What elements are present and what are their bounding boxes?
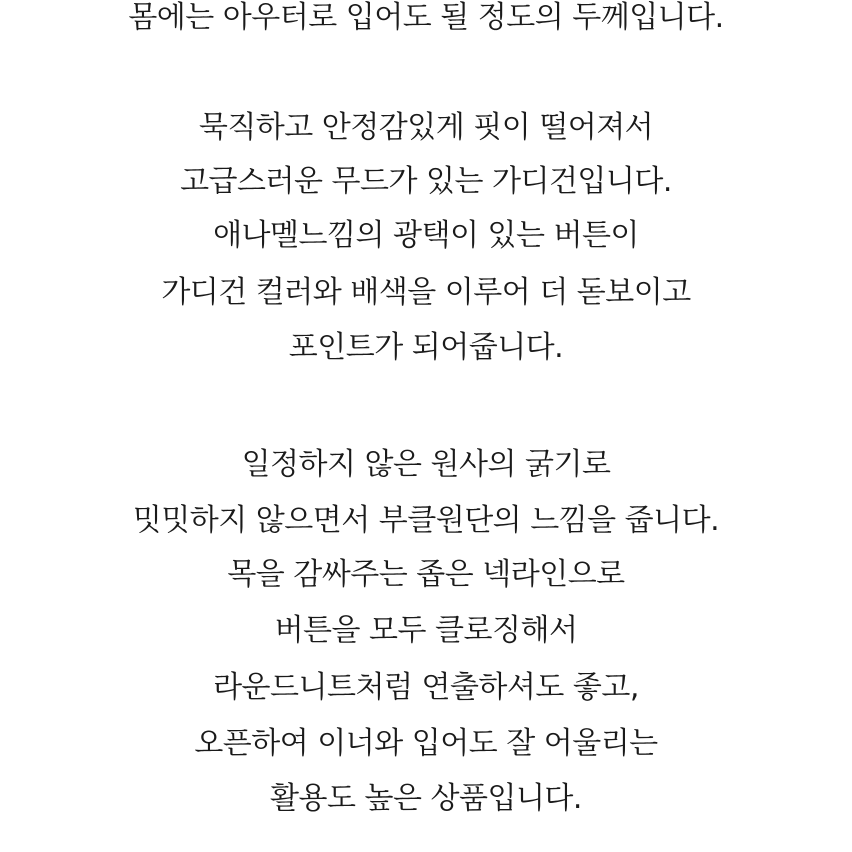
description-line: 포인트가 되어줍니다. [288, 330, 564, 365]
description-line: 밋밋하지 않으면서 부클원단의 느낌을 줍니다. [132, 503, 720, 538]
description-line: 버튼을 모두 클로징해서 [274, 613, 578, 648]
description-line: 목을 감싸주는 좁은 넥라인으로 [227, 557, 625, 592]
description-line: 일정하지 않은 원사의 굵기로 [241, 447, 611, 482]
description-line: 가디건 컬러와 배색을 이루어 더 돋보이고 [161, 275, 691, 310]
description-line: 묵직하고 안정감있게 핏이 떨어져서 [198, 110, 654, 145]
description-line: 애나멜느낌의 광택이 있는 버튼이 [213, 218, 639, 253]
description-line: 몸에는 아우터로 입어도 될 정도의 두께입니다. [128, 0, 724, 35]
description-line: 활용도 높은 상품입니다. [270, 781, 582, 816]
description-line: 오픈하여 이너와 입어도 잘 어울리는 [194, 726, 658, 761]
description-line: 고급스러운 무드가 있는 가디건입니다. [180, 164, 672, 199]
description-line: 라운드니트처럼 연출하셔도 좋고, [213, 670, 639, 705]
